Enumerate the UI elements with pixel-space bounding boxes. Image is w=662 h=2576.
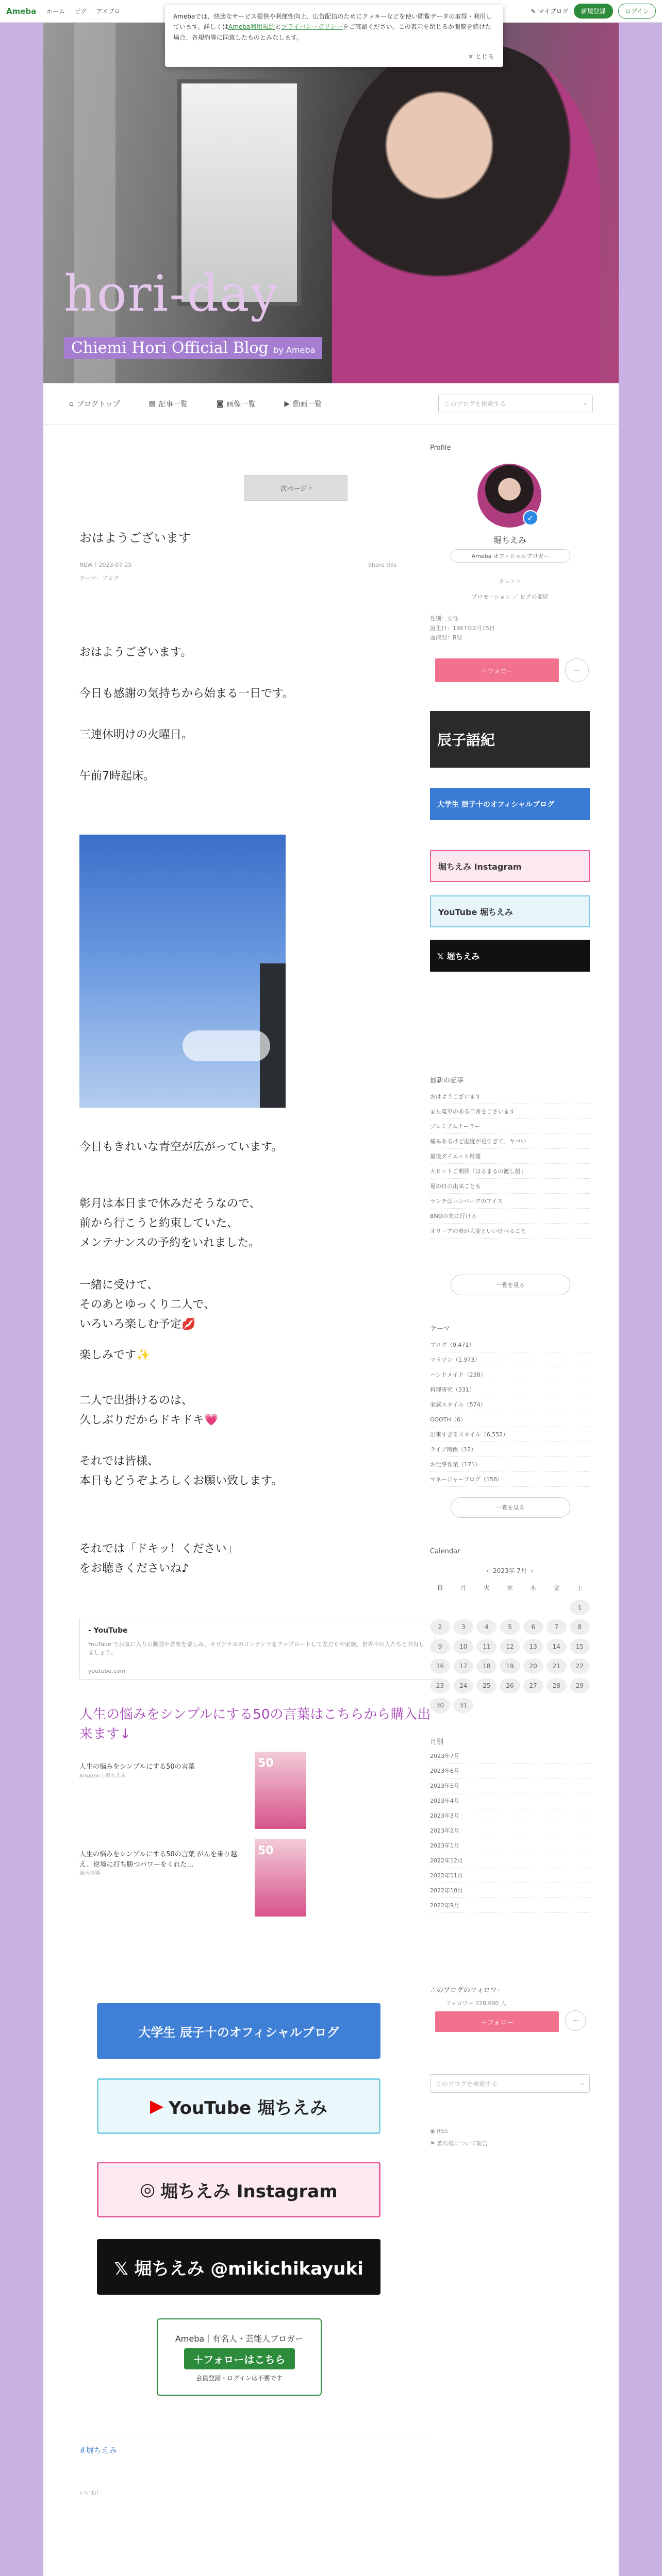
calendar-day — [500, 1600, 520, 1615]
more-options-button-2[interactable] — [565, 2010, 586, 2031]
theme-heading: テーマ — [430, 1325, 451, 1333]
calendar-day[interactable]: 21 — [547, 1658, 567, 1674]
camera-icon: ◙ — [216, 399, 224, 408]
calendar-grid — [430, 1580, 590, 1713]
recent-item[interactable]: BNOの先に行ける — [430, 1209, 590, 1224]
calendar-day[interactable]: 7 — [547, 1619, 567, 1635]
calendar-day[interactable]: 4 — [476, 1619, 496, 1635]
calendar-weekday: 木 — [530, 1584, 537, 1591]
calendar-day[interactable]: 15 — [570, 1639, 590, 1654]
calendar-day[interactable]: 8 — [570, 1619, 590, 1635]
search-placeholder: このブログを検索する — [444, 400, 506, 408]
profile-links[interactable]: プロモーション ／ ピグの部屋 — [471, 594, 549, 600]
rss-icon: ◉ — [430, 2128, 437, 2134]
nav-article-list[interactable] — [148, 399, 187, 409]
recent-item[interactable]: ランチはハンバーグのアイス — [430, 1194, 590, 1209]
calendar-day[interactable]: 25 — [476, 1678, 496, 1693]
recent-item[interactable]: 大ヒットご期待『はるまるの渡し船』 — [430, 1164, 590, 1179]
calendar-day[interactable]: 12 — [500, 1639, 520, 1654]
book-text — [79, 1850, 250, 1877]
calendar-day[interactable]: 9 — [430, 1639, 450, 1654]
post-line-with-emoji — [79, 1316, 195, 1333]
post-line: 今日もきれいな青空が広がっています。 — [79, 1141, 283, 1154]
post-theme[interactable]: テーマ：ブログ — [79, 575, 119, 582]
copyright-report-label: 著作権について報告 — [437, 2140, 488, 2147]
flag-icon: ⚑ — [430, 2140, 437, 2147]
recent-item[interactable]: 最後ダイエット料理 — [430, 1149, 590, 1164]
calendar-weekday: 日 — [437, 1584, 443, 1591]
theme-item[interactable]: ハンドメイド（238） — [430, 1367, 590, 1382]
post-line-with-emoji — [79, 1412, 218, 1429]
theme-item[interactable]: お仕事作業（171） — [430, 1457, 590, 1472]
side-banner-youtube[interactable]: YouTube 堀ちえみ — [430, 895, 590, 927]
post-line: いろいろ楽しむ予定 — [79, 1318, 182, 1331]
archive-item[interactable]: 2022年12月 — [430, 1853, 590, 1868]
nav-label: 記事一覧 — [158, 400, 188, 409]
ameba-nav — [46, 7, 120, 15]
instagram-icon: ◎ — [140, 2179, 156, 2200]
post-line-with-emoji — [79, 1347, 150, 1364]
page-1 — [43, 0, 619, 1931]
hashtag-link[interactable]: #堀ちえみ — [79, 2446, 117, 2455]
archive-item[interactable]: 2023年3月 — [430, 1808, 590, 1823]
more-options-button[interactable] — [565, 658, 589, 682]
recent-more-button[interactable]: 一覧を見る — [451, 1275, 570, 1295]
heart-icon: 💗 — [204, 1414, 219, 1427]
recent-item[interactable]: オリーブの表が大変といい比べること — [430, 1224, 590, 1239]
post-line: をお聴きくださいね♪ — [79, 1562, 189, 1575]
profile-heading: Profile — [430, 444, 451, 452]
theme-item[interactable]: マラソン（1,973） — [430, 1352, 590, 1367]
official-blogger-badge[interactable]: Ameba オフィシャルブロガー — [451, 549, 570, 563]
calendar-day[interactable]: 20 — [523, 1658, 543, 1674]
blog-subtitle — [64, 337, 322, 359]
calendar-day — [453, 1600, 473, 1615]
nav-ameblo[interactable]: アメブロ — [96, 8, 121, 15]
profile-job: タレント — [499, 578, 521, 585]
book-title: 人生の悩みをシンプルにする50の言葉 — [79, 1763, 195, 1771]
archive-item[interactable]: 2023年4月 — [430, 1793, 590, 1808]
archive-heading: 月別 — [430, 1738, 444, 1746]
calendar-day[interactable]: 23 — [430, 1678, 450, 1693]
post-line: それでは「ドキッ！ください」 — [79, 1543, 238, 1555]
ameba-card-title: Ameba｜有名人・芸能人ブロガー — [175, 2333, 304, 2344]
ameba-logo[interactable]: Ameba — [6, 6, 37, 16]
ameba-card-note: 会員登録・ログインは不要です — [196, 2374, 283, 2382]
post-title[interactable]: おはようございます — [79, 531, 191, 545]
cookie-close-button[interactable]: ✕ とじる — [468, 53, 494, 60]
nav-image-list[interactable] — [217, 399, 256, 409]
calendar-weekday: 土 — [576, 1584, 583, 1591]
share-button[interactable]: Share this — [368, 562, 397, 568]
register-button[interactable]: 新規登録 — [574, 4, 613, 19]
followers-count[interactable]: フォロワー 228,690 人 — [445, 2000, 506, 2007]
nav-pigg[interactable]: ピグ — [74, 8, 87, 15]
book-item[interactable] — [79, 1752, 399, 1829]
banner-youtube-label: YouTube 堀ちえみ — [169, 2097, 328, 2119]
theme-item[interactable]: 出来すぎるスタイル（6,552） — [430, 1427, 590, 1442]
cookie-text-1: Amebaでは、快適なサービス提供や利便性向上、広告配信のためにクッキーなどを使い閲覧データの取得・利用しています。詳しくは — [173, 13, 492, 31]
my-blog-link[interactable] — [531, 7, 568, 15]
recent-item[interactable]: 痛みあるけど湿度が更すぎて、ヤバい — [430, 1134, 590, 1149]
archive-item[interactable]: 2023年1月 — [430, 1838, 590, 1853]
sidebar-search-input[interactable] — [430, 2074, 590, 2093]
privacy-link[interactable]: プライバシーポリシー — [281, 23, 343, 31]
profile-blood: 血液型：B型 — [430, 634, 462, 641]
powered-by: by Ameba — [273, 345, 316, 355]
sparkle-icon: ✨ — [136, 1349, 151, 1362]
youtube-card-site: youtube.com — [88, 1668, 126, 1674]
calendar-day[interactable]: 11 — [476, 1639, 496, 1654]
chevron-left-icon[interactable]: ‹ — [486, 1567, 489, 1574]
profile-birthday: 誕生日：1967年2月15日 — [430, 624, 495, 632]
archive-item[interactable]: 2022年10月 — [430, 1883, 590, 1898]
nav-blog-top[interactable] — [69, 399, 120, 409]
archive-item[interactable]: 2023年6月 — [430, 1764, 590, 1778]
nav-video-list[interactable] — [284, 399, 322, 409]
cookie-notice — [165, 5, 503, 67]
profile-name[interactable]: 堀ちえみ — [493, 535, 526, 545]
calendar-weekday: 水 — [506, 1584, 513, 1591]
calendar-day[interactable]: 2 — [430, 1619, 450, 1635]
nav-home[interactable]: ホーム — [46, 8, 65, 15]
post-line: そのあとゆっくり二人で、 — [79, 1298, 216, 1311]
blog-search-input[interactable] — [438, 395, 593, 413]
follow-button-2[interactable]: ＋フォロー — [435, 2011, 559, 2032]
calendar-day[interactable]: 13 — [523, 1639, 543, 1654]
youtube-link-card[interactable] — [79, 1618, 435, 1680]
post-line: 午前7時起床。 — [79, 770, 155, 783]
banner-instagram-label: 堀ちえみ Instagram — [160, 2181, 338, 2202]
next-page-button[interactable] — [244, 475, 347, 501]
blog-header — [43, 23, 619, 383]
banner-official-blog[interactable]: 大学生 辰子十のオフィシャルブログ — [97, 2003, 380, 2059]
calendar-day — [547, 1600, 567, 1615]
theme-item[interactable]: 料理研究（331） — [430, 1382, 590, 1397]
my-blog-label: マイブログ — [538, 8, 569, 15]
ameba-follow-card[interactable] — [157, 2318, 322, 2396]
post-photo-sky[interactable] — [79, 835, 286, 1108]
sidebar-search — [430, 2073, 590, 2094]
calendar-day[interactable]: 29 — [570, 1678, 590, 1693]
calendar-day[interactable]: 18 — [476, 1658, 496, 1674]
post-line: 久しぶりだからドキドキ — [79, 1414, 205, 1427]
calendar-day[interactable]: 19 — [500, 1658, 520, 1674]
recent-item[interactable]: おはようございます — [430, 1089, 590, 1104]
calendar-title — [430, 1566, 590, 1575]
calendar-day[interactable]: 6 — [523, 1619, 543, 1635]
calendar-day[interactable]: 24 — [453, 1678, 473, 1693]
pencil-icon: ✎ — [531, 8, 538, 15]
book-cover[interactable] — [255, 1839, 306, 1917]
blog-nav — [43, 383, 619, 425]
post-line: 前から行こうと約束していた、 — [79, 1217, 239, 1230]
banner-x[interactable]: 𝕏 堀ちえみ @mikichikayuki — [97, 2239, 380, 2295]
youtube-icon: ▶ — [150, 2096, 164, 2116]
search-icon[interactable]: ⌕ — [584, 400, 587, 407]
profile-gender: 性別：女性 — [430, 615, 458, 622]
recent-item[interactable]: また電車のある日常をごさいます — [430, 1104, 590, 1119]
calendar-day[interactable]: 30 — [430, 1698, 450, 1713]
theme-item[interactable]: 家族スタイル（574） — [430, 1397, 590, 1412]
recent-item[interactable]: 夏の日の出来ごとも — [430, 1179, 590, 1194]
theme-item[interactable]: マネージャーブログ（158） — [430, 1472, 590, 1487]
recent-heading: 最新の記事 — [430, 1077, 464, 1084]
follow-button[interactable]: ＋フォロー — [435, 658, 559, 682]
youtube-card-title: - YouTube — [88, 1626, 128, 1635]
header-beam — [74, 23, 115, 383]
photo-cloud — [183, 1030, 270, 1061]
archive-item[interactable]: 2023年2月 — [430, 1823, 590, 1838]
archive-list — [430, 1749, 590, 1913]
blog-title[interactable]: hori-day — [64, 265, 279, 323]
archive-item[interactable]: 2023年5月 — [430, 1778, 590, 1793]
calendar-day — [523, 1600, 543, 1615]
book-cover-number: 50 — [258, 1757, 274, 1770]
post-line: 二人で出掛けるのは、 — [79, 1394, 193, 1407]
theme-item[interactable]: ブログ（9,471） — [430, 1337, 590, 1352]
post-reaction-label: いいね！ — [79, 2489, 102, 2496]
book-cover[interactable] — [255, 1752, 306, 1829]
calendar-weekday: 月 — [460, 1584, 467, 1591]
post-line: 楽しみです — [79, 1349, 137, 1362]
theme-item[interactable]: ライブ関係（12） — [430, 1442, 590, 1457]
calendar-day[interactable]: 26 — [500, 1678, 520, 1693]
header-photo-person — [332, 43, 600, 383]
home-icon: ⌂ — [69, 399, 74, 408]
side-banner-book[interactable]: 辰子語紀 — [430, 711, 590, 768]
post-line: それでは皆様、 — [79, 1455, 159, 1468]
archive-item[interactable]: 2022年11月 — [430, 1868, 590, 1883]
blog-subtitle-text: Chiemi Hori Official Blog — [71, 339, 269, 357]
calendar-day[interactable]: 31 — [453, 1698, 473, 1713]
ameba-card-follow[interactable]: ＋フォローはこちら — [184, 2348, 295, 2369]
book-item[interactable] — [79, 1839, 399, 1917]
calendar-day[interactable]: 22 — [570, 1658, 590, 1674]
book-promo-heading[interactable]: 人生の悩みをシンプルにする50の言葉はこちらから購入出来ます↓ — [79, 1707, 431, 1742]
post-line: おはようございます。 — [79, 646, 192, 659]
calendar-day[interactable]: 17 — [453, 1658, 473, 1674]
ellipsis-icon: ⋯ — [572, 2016, 579, 2025]
archive-item[interactable]: 2022年9月 — [430, 1898, 590, 1913]
recent-item[interactable]: プレミアムナーラー — [430, 1119, 590, 1134]
calendar-day[interactable]: 5 — [500, 1619, 520, 1635]
rss-link[interactable] — [430, 2128, 448, 2134]
recent-list — [430, 1089, 590, 1239]
video-icon: ▶ — [284, 399, 290, 408]
side-banner-x[interactable]: 𝕏 堀ちえみ — [430, 940, 590, 972]
theme-more-button[interactable]: 一覧を見る — [451, 1497, 570, 1518]
youtube-card-desc: YouTube でお気に入りの動画や音楽を楽しみ、オリジナルのコンテンツをアップロードして友だちや家族、世界中の人たちと共有しましょう。 — [88, 1641, 425, 1656]
book-title: 人生の悩みをシンプルにする50の言葉 がんを乗り越え、逆境に打ち勝つパワーをくれた... — [79, 1851, 237, 1869]
calendar-heading: Calendar — [430, 1548, 460, 1555]
side-banner-blog[interactable]: 大学生 辰子十のオフィシャルブログ — [430, 788, 590, 820]
post-line: 彰月は本日まで休みだそうなので、 — [79, 1197, 261, 1210]
followers-heading: このブログのフォロワー — [430, 1987, 504, 1994]
theme-list — [430, 1337, 590, 1487]
calendar-day[interactable]: 14 — [547, 1639, 567, 1654]
chevron-right-icon: › — [309, 484, 312, 492]
post-line: 一緒に受けて、 — [79, 1279, 159, 1292]
banner-instagram[interactable] — [97, 2162, 380, 2217]
search-placeholder: このブログを検索する — [436, 2080, 498, 2088]
document-icon: ▤ — [148, 399, 156, 408]
terms-link[interactable]: Ameba利用規約 — [228, 23, 275, 31]
login-button[interactable]: ログイン — [618, 4, 656, 19]
calendar-day[interactable]: 28 — [547, 1678, 567, 1693]
ellipsis-icon: ⋯ — [573, 666, 581, 674]
calendar-day[interactable]: 16 — [430, 1658, 450, 1674]
search-icon[interactable]: ⌕ — [581, 2079, 584, 2087]
chevron-right-icon[interactable]: › — [531, 1567, 534, 1574]
book-sub: 楽天市場 — [79, 1871, 100, 1876]
calendar-day[interactable]: 3 — [453, 1619, 473, 1635]
copyright-report-link[interactable] — [430, 2139, 488, 2147]
banner-youtube[interactable] — [97, 2078, 380, 2134]
calendar-day[interactable]: 27 — [523, 1678, 543, 1693]
calendar-day[interactable]: 10 — [453, 1639, 473, 1654]
archive-item[interactable]: 2023年7月 — [430, 1749, 590, 1764]
nav-label: 動画一覧 — [293, 400, 322, 409]
book-text — [79, 1762, 250, 1780]
nav-label: ブログトップ — [76, 400, 120, 409]
calendar-day[interactable]: 1 — [570, 1600, 590, 1615]
cookie-text-2: と — [275, 23, 282, 31]
calendar-weekday: 火 — [483, 1584, 490, 1591]
calendar-weekday: 金 — [553, 1584, 560, 1591]
post-date: NEW ! 2023-07-25 — [79, 562, 132, 568]
calendar-month: 2023年 7月 — [493, 1567, 527, 1574]
theme-item[interactable]: GOOTH（6） — [430, 1412, 590, 1427]
calendar-day — [476, 1600, 496, 1615]
cookie-text-3: をご確認ください。この表示を閉じるか閲覧を続けた場合、各規約等に同意したものとみなします。 — [173, 23, 491, 41]
book-cover-number: 50 — [258, 1844, 274, 1857]
post-line: 今日も感謝の気持ちから始まる一日です。 — [79, 687, 294, 700]
post-line: 三連休明けの火曜日。 — [79, 728, 193, 741]
rss-label: RSS — [437, 2128, 448, 2134]
book-sub: Amazon | 堀ちえみ — [79, 1773, 126, 1779]
nav-label: 画像一覧 — [226, 400, 256, 409]
verified-icon: ✓ — [523, 510, 538, 526]
calendar-day — [430, 1600, 450, 1615]
side-banner-instagram[interactable]: 堀ちえみ Instagram — [430, 850, 590, 882]
post-line: 本日もどうぞよろしくお願い致します。 — [79, 1475, 283, 1487]
kiss-icon: 💋 — [181, 1318, 196, 1331]
next-page-label: 次ページ — [280, 485, 307, 493]
profile-info — [430, 614, 495, 643]
calendar — [430, 1566, 590, 1713]
topbar-right — [531, 4, 656, 19]
post-line: メンテナンスの予約をいれました。 — [79, 1236, 260, 1249]
